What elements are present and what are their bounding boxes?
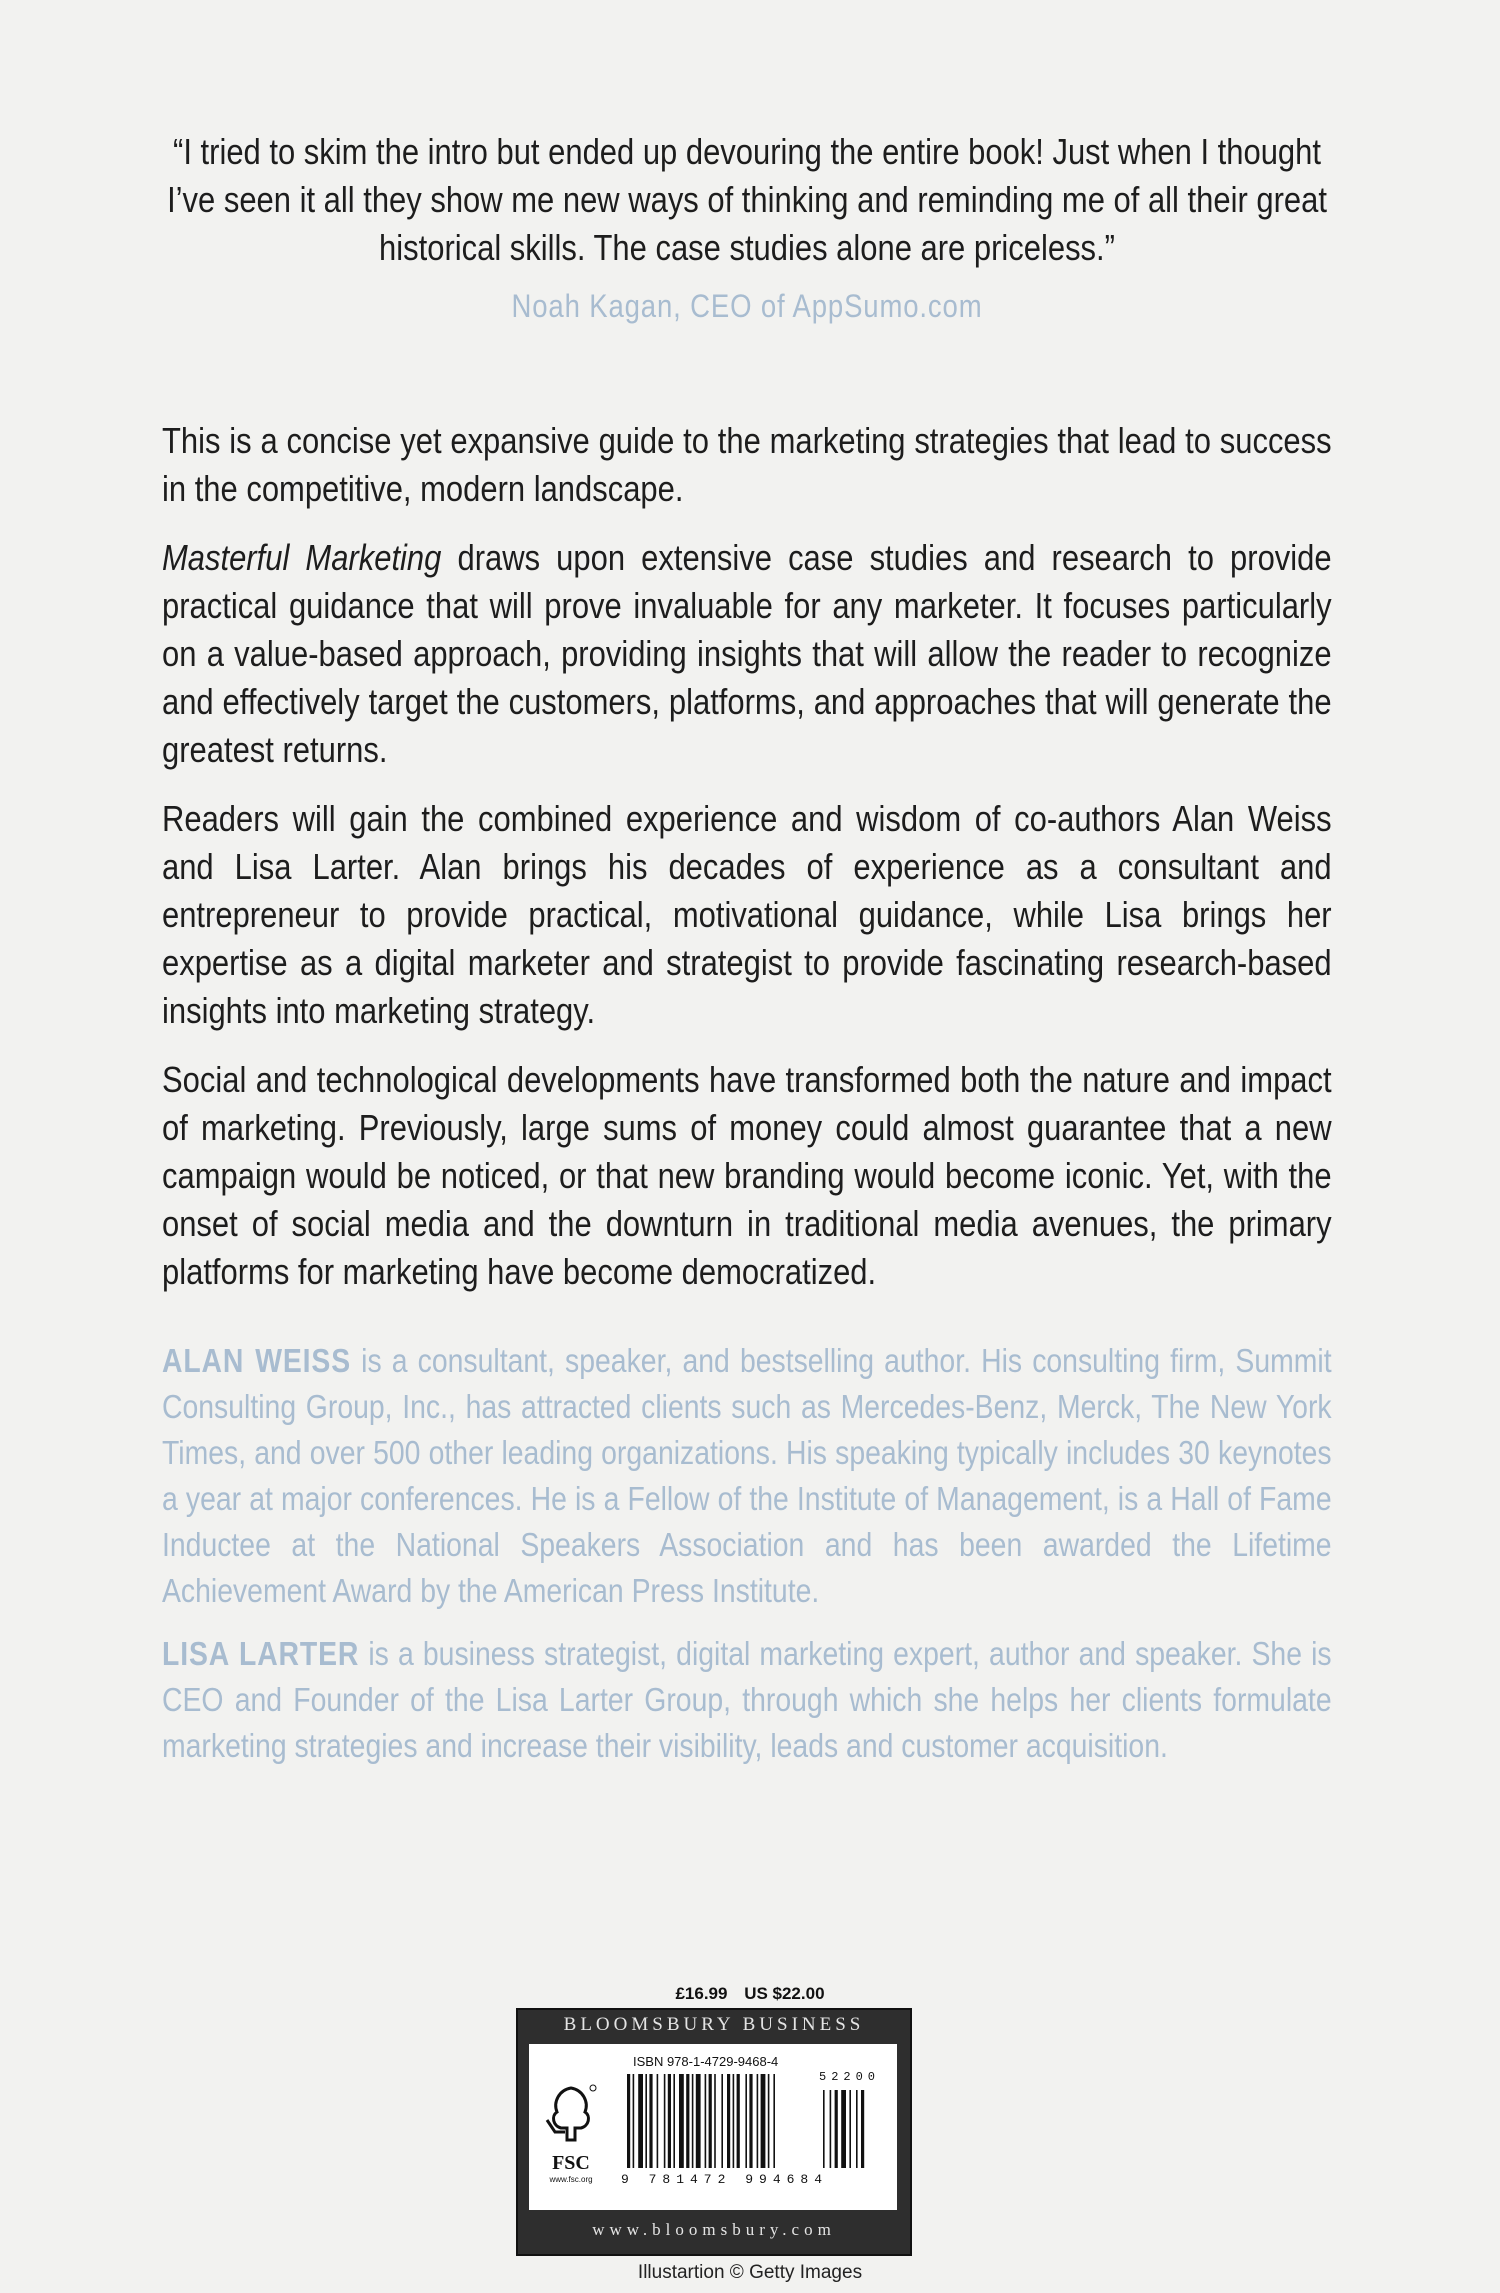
bio-lisa-larter — [162, 1631, 1332, 1769]
description-paragraph-1: This is a concise yet expansive guide to the marketing strategies that lead to success in the competitive, modern landscape. — [162, 420, 1332, 509]
barcode-area — [529, 2044, 897, 2210]
price-line — [0, 1984, 1500, 2004]
barcode-icon — [627, 2074, 889, 2172]
description — [162, 417, 1332, 1317]
description-paragraph-3: Readers will gain the combined experience and wisdom of co-authors Alan Weiss and Lisa Larter. Alan brings his decades of experience as a consultant and entrepreneur to provide practical, motivational guidance, while Lisa brings her expertise as a digital marketer and strategist to provide fascinating research-based insights into marketing strategy. — [162, 798, 1332, 1031]
price-uk: £16.99 — [675, 1984, 728, 2003]
price-addon-digits: 52200 — [819, 2070, 881, 2084]
author-bios — [162, 1338, 1332, 1786]
author-name-lisa: LISA LARTER — [162, 1635, 360, 1672]
author-name-alan: ALAN WEISS — [162, 1342, 352, 1379]
publisher-imprint: BLOOMSBURY BUSINESS — [563, 2014, 865, 2035]
bio-alan-weiss — [162, 1338, 1332, 1614]
barcode-digits: 9 781472 994684 — [621, 2172, 829, 2187]
description-paragraph-2-text: draws upon extensive case studies and research to provide practical guidance that will prove invaluable for any marketer. It focuses particularly on a value-based approach, providing insights that will allow the reader to recognize and effectively target the customers, platforms, and approaches that will generate the greatest returns. — [162, 537, 1332, 770]
isbn-number: ISBN 978-1-4729-9468-4 — [633, 2054, 779, 2069]
book-title: Masterful Marketing — [162, 537, 442, 578]
endorsement-quote — [162, 128, 1332, 330]
publisher-website: www.bloomsbury.com — [592, 2220, 836, 2239]
fsc-label: FSC — [552, 2152, 590, 2174]
quote-text: “I tried to skim the intro but ended up devouring the entire book! Just when I thought I’ve seen it all they show me new ways of thinking and reminding me of all their great historical skills. The case studies alone are priceless.” — [167, 131, 1327, 268]
description-paragraph-2 — [162, 534, 1332, 774]
barcode-panel — [516, 2008, 912, 2256]
fsc-url: www.fsc.org — [549, 2175, 593, 2184]
bio-alan-text: is a consultant, speaker, and bestselling author. His consulting firm, Summit Consulting Group, Inc., has attracted clients such as Mercedes-Benz, Merck, The New York Times, and over 500 other leading organizations. His speaking typically includes 30 keynotes a year at major conferences. He is a Fellow of the Institute of Management, is a Hall of Fame Inductee at the National Speakers Association and has been awarded the Lifetime Achievement Award by the American Press Institute. — [162, 1342, 1332, 1609]
price-us: US $22.00 — [744, 1984, 825, 2003]
quote-attribution: Noah Kagan, CEO of AppSumo.com — [511, 288, 983, 324]
illustration-credit: Illustartion © Getty Images — [637, 2262, 863, 2283]
fsc-logo — [541, 2080, 601, 2192]
description-paragraph-4: Social and technological developments have transformed both the nature and impact of marketing. Previously, large sums of money could almost guarantee that a new campaign would be noticed, or that new branding would become iconic. Yet, with the onset of social media and the downturn in traditional media avenues, the primary platforms for marketing have become democratized. — [162, 1059, 1332, 1292]
fsc-tree-icon — [541, 2080, 601, 2152]
bio-lisa-text: is a business strategist, digital marketing expert, author and speaker. She is CEO and Founder of the Lisa Larter Group, through which she helps her clients formulate marketing strategies and increase their visibility, leads and customer acquisition. — [162, 1635, 1332, 1764]
